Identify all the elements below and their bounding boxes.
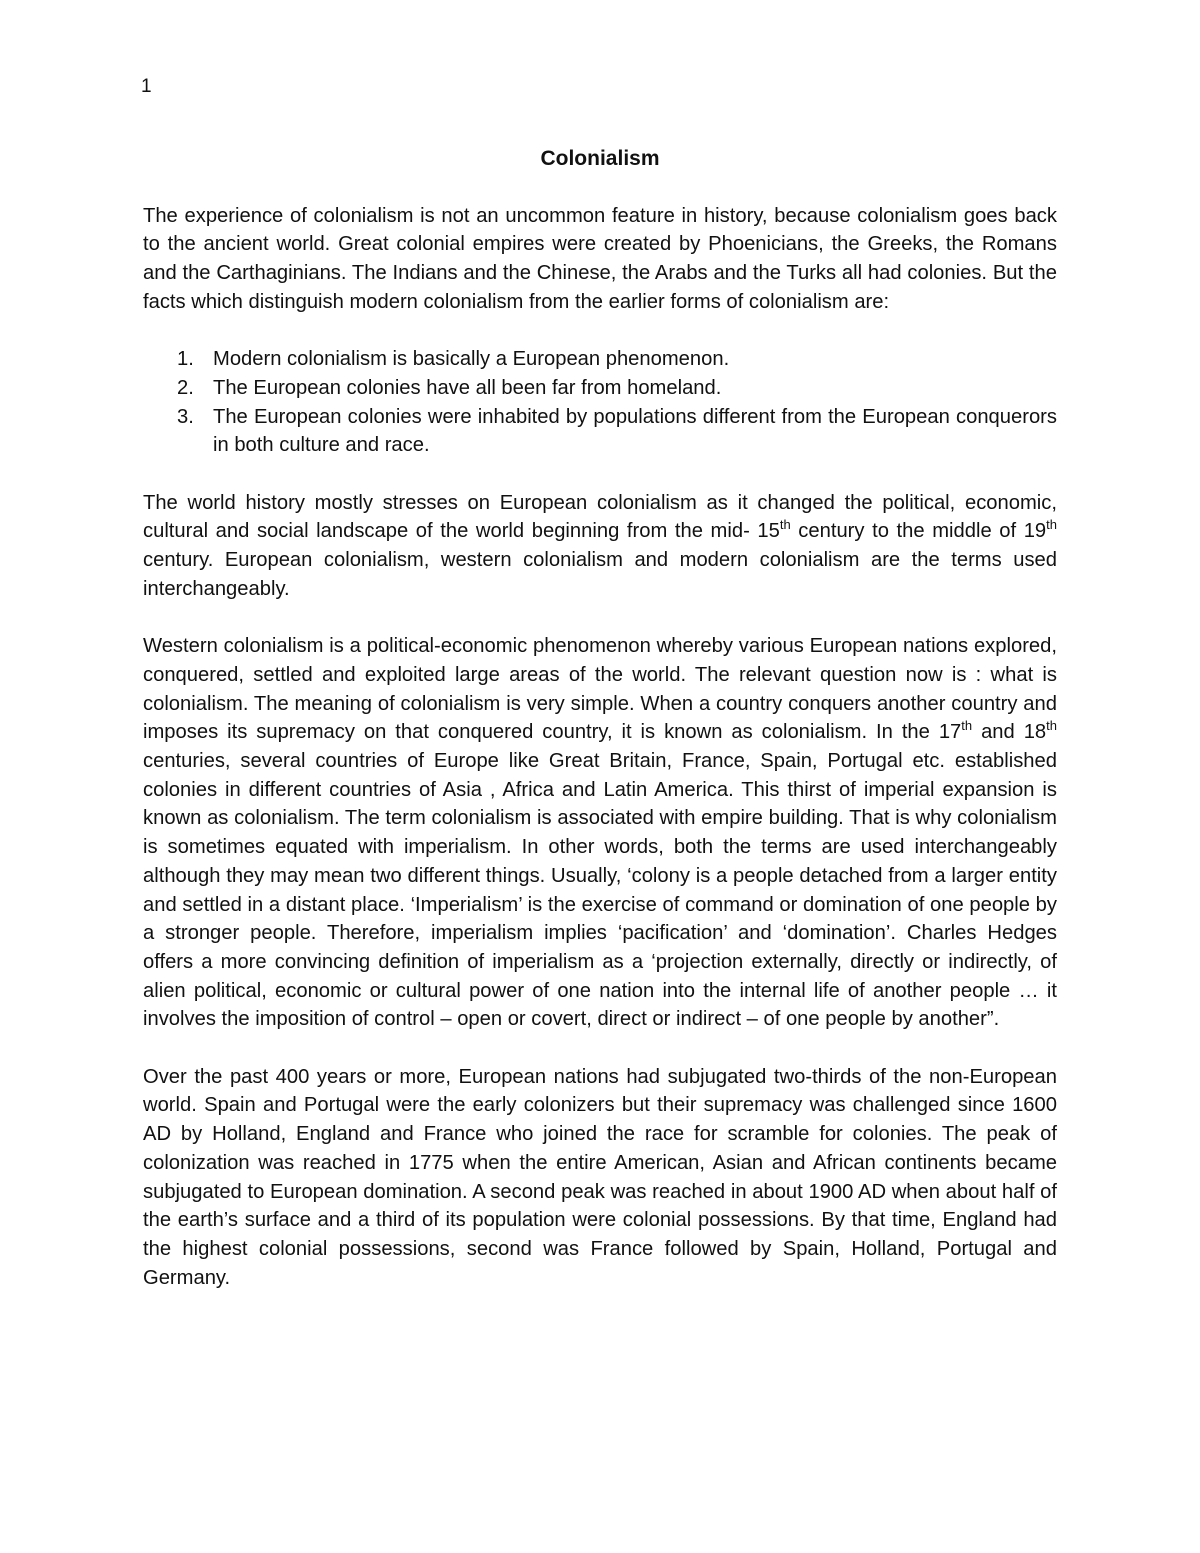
list-item <box>177 374 1057 403</box>
paragraph-text: centuries, several countries of Europe like Great Britain, France, Spain, Portugal etc. established colonies in different countries of Asia , Africa and Latin America. This thirst of imperial expansion is known as colonialism. The term colonialism is associated with empire building. That is why colonialism is sometimes equated with imperialism. In other words, both the terms are used interchangeably although they may mean two different things. Usually, ‘colony is a people detached from a larger entity and settled in a distant place. ‘Imperialism’ is the exercise of command or domination of one people by a stronger people. Therefore, imperialism implies ‘pacification’ and ‘domination’. Charles Hedges offers a more convincing definition of imperialism as a ‘projection externally, directly or indirectly, of alien political, economic or cultural power of one nation into the internal life of another people … it involves the imposition of control – open or covert, direct or indirect – of one people by another”. <box>143 750 1057 1031</box>
paragraph-text: Western colonialism is a political-economic phenomenon whereby various European nations explored, conquered, settled and exploited large areas of the world. The relevant question now is : what is colonialism. The meaning of colonialism is very simple. When a country conquers another country and imposes its supremacy on that conquered country, it is known as colonialism. In the 17 <box>143 635 1057 744</box>
list-item-text: Modern colonialism is basically a European phenomenon. <box>213 348 730 371</box>
document-body <box>143 145 1057 1292</box>
superscript: th <box>1046 517 1058 533</box>
list-item <box>177 345 1057 374</box>
paragraph-spacer <box>143 1034 1057 1063</box>
list-item-number: 3. <box>177 405 194 428</box>
paragraph-text: century to the middle of 19 <box>790 520 1047 543</box>
list-item-text: The European colonies were inhabited by populations different from the European conquerors in both culture and race. <box>213 405 1057 457</box>
paragraph-spacer <box>143 460 1057 489</box>
list-item-number: 2. <box>177 376 194 399</box>
superscript: th <box>779 517 791 533</box>
paragraph-text: The world history mostly stresses on European colonialism as it changed the political, economic, cultural and social landscape of the world beginning from the mid- 15 <box>143 491 1057 543</box>
page-number: 1 <box>141 76 152 97</box>
document-title: Colonialism <box>540 147 660 170</box>
list-item-text: The European colonies have all been far from homeland. <box>213 376 722 399</box>
superscript: th <box>961 718 973 734</box>
superscript: th <box>1046 718 1057 734</box>
paragraph-western-colonialism <box>143 632 1057 1034</box>
paragraph-world-history <box>143 489 1057 604</box>
list-item <box>177 403 1057 460</box>
paragraph-text: century. European colonialism, western colonialism and modern colonialism are the terms used interchangeably. <box>143 549 1057 600</box>
paragraph-text: and 18 <box>972 721 1047 744</box>
paragraph-intro: The experience of colonialism is not an uncommon feature in history, because colonialism goes back to the ancient world. Great colonial empires were created by Phoenicians, the Greeks, the Romans and the Carthaginians. The Indians and the Chinese, the Arabs and the Turks all had colonies. But the facts which distinguish modern colonialism from the earlier forms of colonialism are: <box>143 204 1057 313</box>
paragraph-past-400-years: Over the past 400 years or more, European nations had subjugated two-thirds of the non-European world. Spain and Portugal were the early colonizers but their supremacy was challenged since 1600 AD by Holland, England and France who joined the race for scramble for colonies. The peak of colonization was reached in 1775 when the entire American, Asian and African continents became subjugated to European domination. A second peak was reached in about 1900 AD when about half of the earth’s surface and a third of its population were colonial possessions. By that time, England had the highest colonial possessions, second was France followed by Spain, Holland, Portugal and Germany. <box>143 1065 1057 1289</box>
list-item-number: 1. <box>177 348 194 371</box>
paragraph-spacer <box>143 317 1057 346</box>
paragraph-spacer <box>143 604 1057 633</box>
numbered-list <box>143 345 1057 460</box>
